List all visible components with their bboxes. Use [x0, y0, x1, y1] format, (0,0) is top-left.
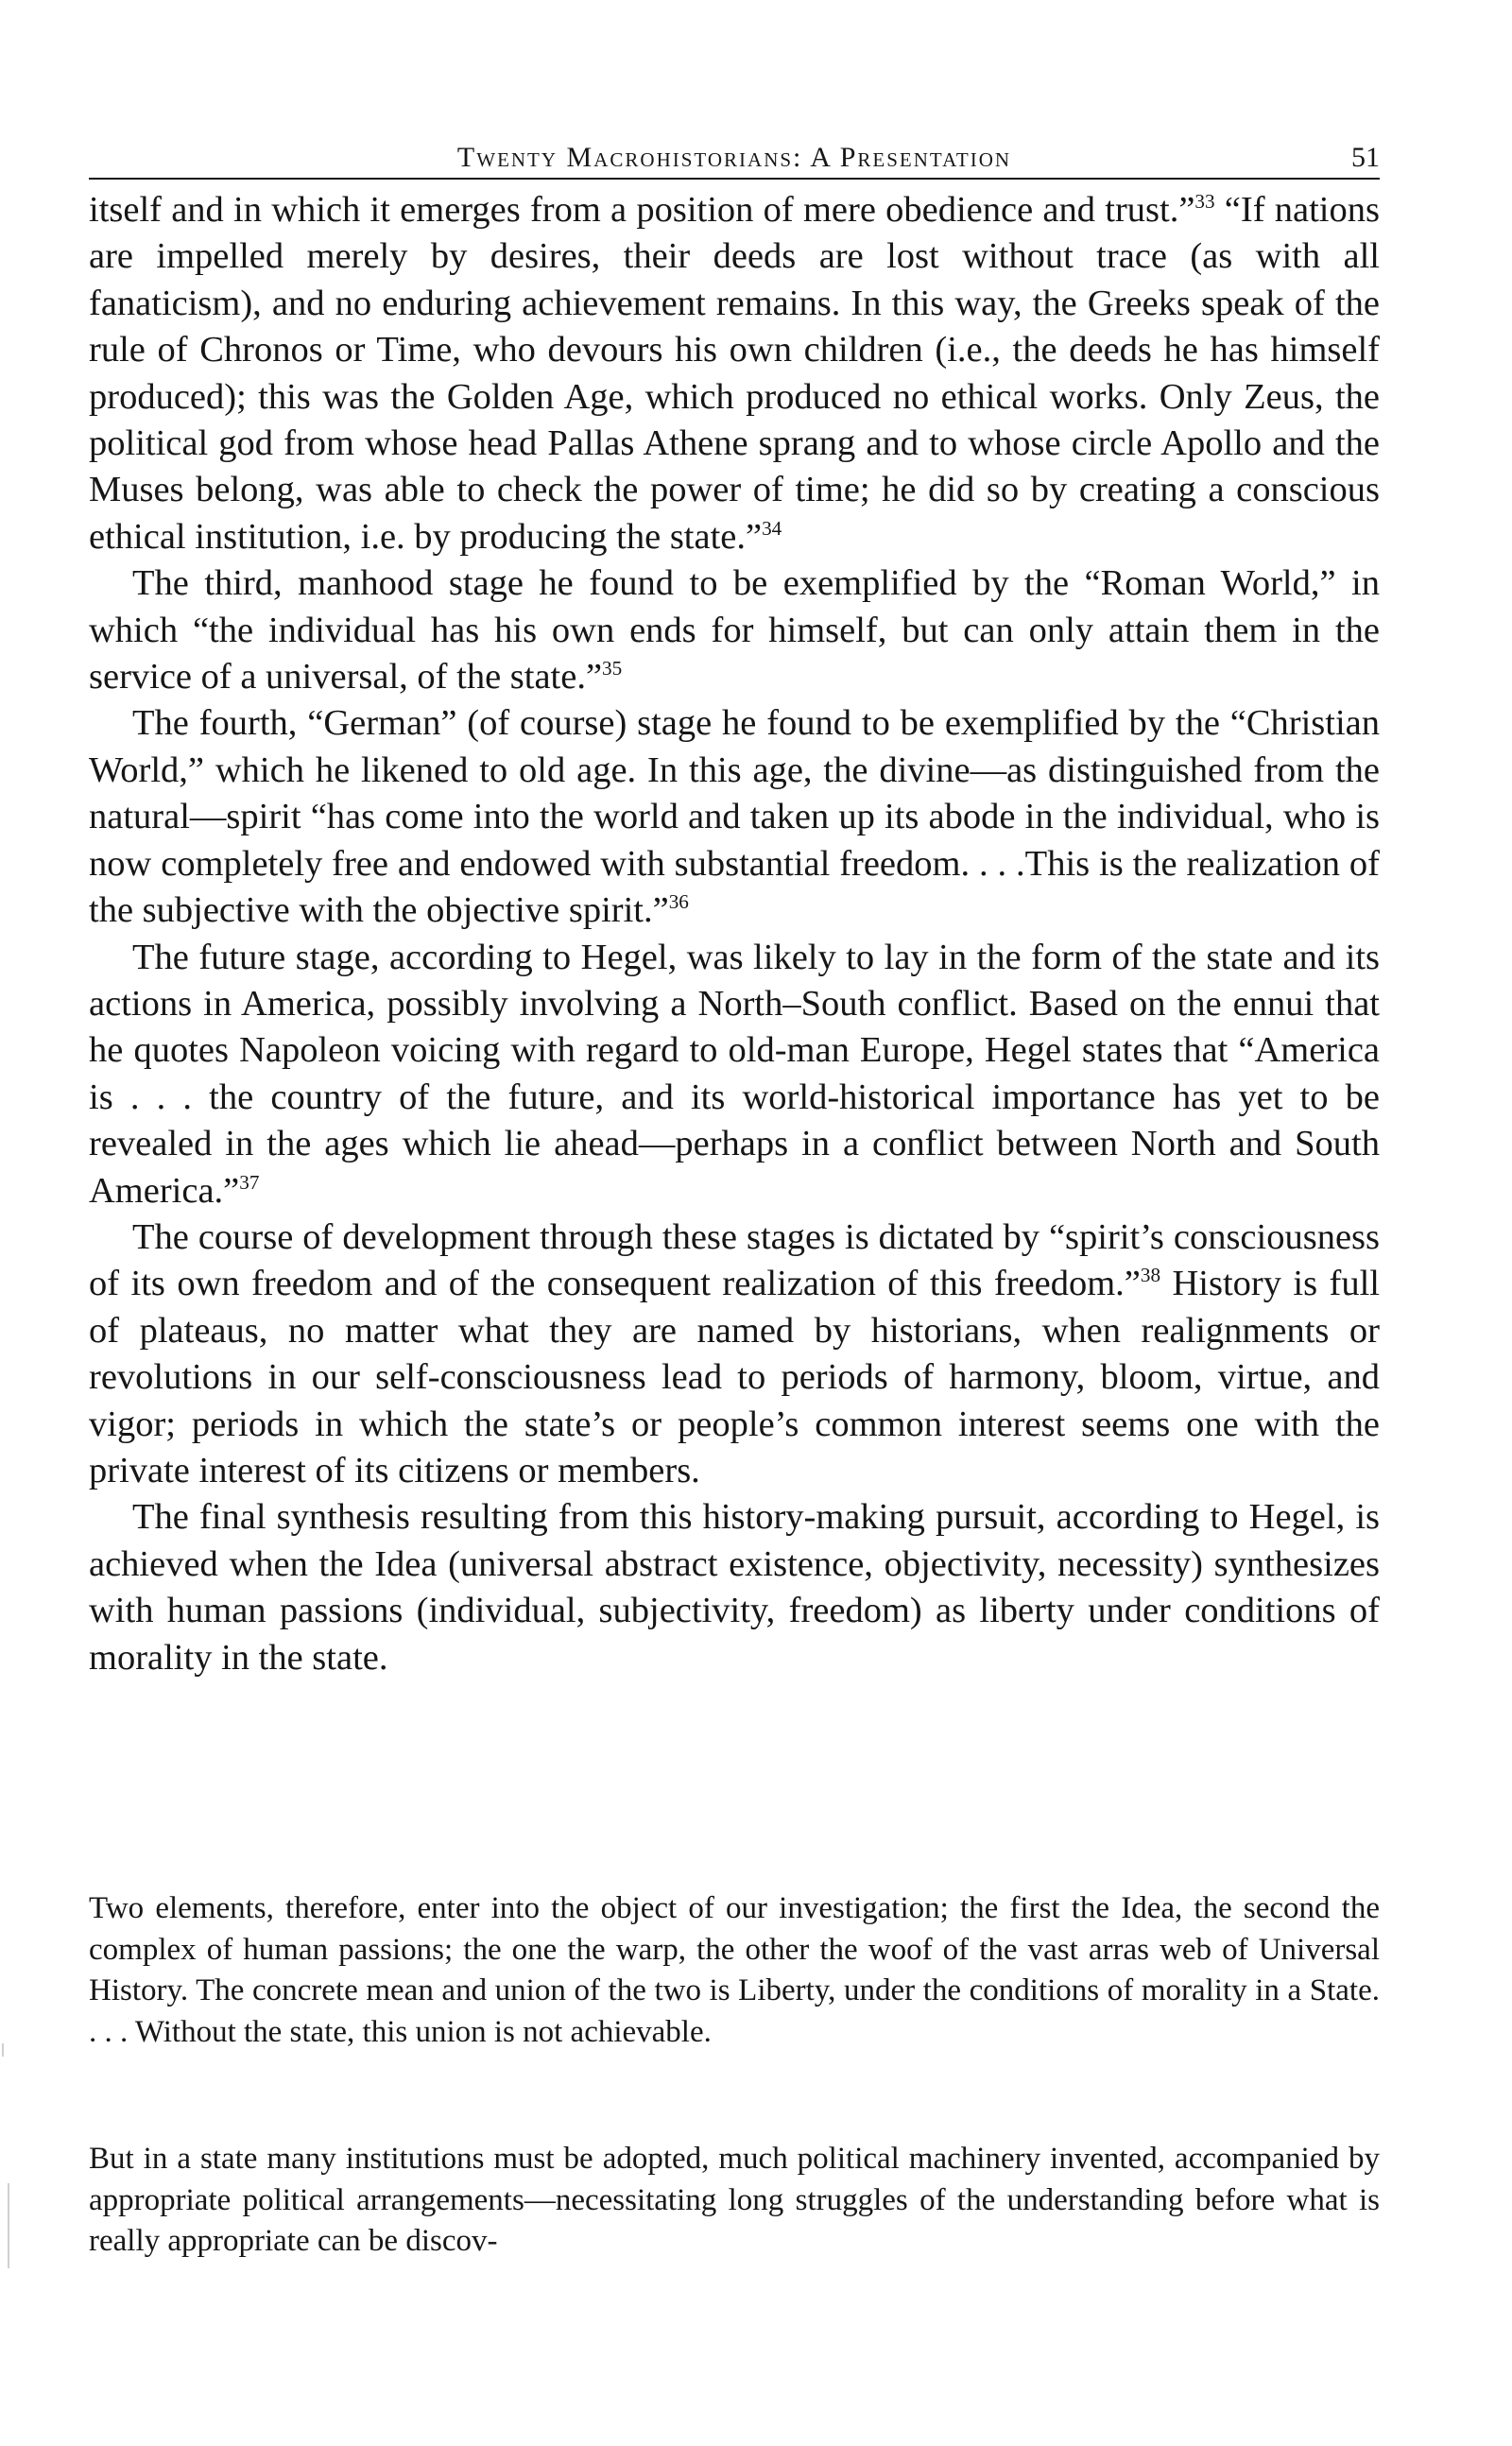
- paragraph: [89, 1494, 1380, 1681]
- footnote-marker: 37: [239, 1170, 260, 1194]
- text-span: The future stage, according to Hegel, was likely to lay in the form of the state and its actions in America, possibly involving a North–South conflict. Based on the ennui that he quotes Napoleon voicing with regard to old-man Europe, Hegel states that “America is . . . the country of the future, and its world-historical importance has yet to be revealed in the ages which lie ahead—perhaps in a conflict between North and South America.”: [89, 937, 1380, 1211]
- footnote-marker: 36: [668, 890, 689, 914]
- page-number: 51: [1351, 142, 1380, 173]
- text-span: The third, manhood stage he found to be exemplified by the “Roman World,” in which “the individual has his own ends for himself, but can only attain them in the service of a universal, of the state.”: [89, 563, 1380, 698]
- running-title: Twenty Macrohistorians: A Presentation: [456, 142, 1012, 173]
- footnote-marker: 33: [1194, 190, 1215, 214]
- text-span: itself and in which it emerges from a position of mere obedience and trust.”: [89, 190, 1195, 230]
- block-quote-text: Two elements, therefore, enter into the object of our investigation; the first the Idea, the second the complex of human passions; the one the warp, the other the woof of the vast arras web of Universal History. The concrete mean and union of the two is Liberty, under the conditions of morality in a State. . . . Without the state, this union is not achievable.: [89, 1891, 1380, 2049]
- block-quote: [89, 2139, 1380, 2263]
- paragraph: [89, 1214, 1380, 1494]
- paragraph: [89, 560, 1380, 700]
- text-span: The fourth, “German” (of course) stage he found to be exemplified by the “Christian World,” which he likened to old age. In this age, the divine—as distinguished from the natural—spirit “has come into the world and taken up its abode in the individual, who is now completely free and endowed with substantial freedom. . . .This is the realization of the subjective with the objective spirit.”: [89, 703, 1380, 931]
- margin-mark: [2, 2043, 4, 2057]
- paragraph: [89, 700, 1380, 934]
- footnote-marker: 35: [602, 657, 623, 680]
- footnote-marker: 38: [1140, 1264, 1161, 1287]
- block-quote-text: But in a state many institutions must be adopted, much political machinery invented, accompanied by appropriate political arrangements—necessitating long struggles of the understanding before what is really appropriate can be discov-: [89, 2142, 1380, 2258]
- body-text: [89, 187, 1380, 1681]
- paragraph: [89, 935, 1380, 1214]
- text-span: The final synthesis resulting from this history-making pursuit, according to Hegel, is achieved when the Idea (universal abstract existence, objectivity, necessity) synthesizes with human passions (individual, subjectivity, freedom) as liberty under conditions of morality in the state.: [89, 1497, 1380, 1678]
- text-span: “If nations are impelled merely by desires, their deeds are lost without trace (as with all fanaticism), and no enduring achievement remains. In this way, the Greeks speak of the rule of Chronos or Time, who devours his own children (i.e., the deeds he has himself produced); this was the Golden Age, which produced no ethical works. Only Zeus, the political god from whose head Pallas Athene sprang and to whose circle Apollo and the Muses belong, was able to check the power of time; he did so by creating a conscious ethical institution, i.e. by producing the state.”: [89, 190, 1380, 557]
- paragraph: [89, 187, 1380, 560]
- margin-mark: [8, 2183, 9, 2268]
- block-quote: [89, 1888, 1380, 2053]
- text-span: The course of development through these stages is dictated by “spirit’s consciousness of its own freedom and of the consequent realization of this freedom.”: [89, 1216, 1380, 1304]
- running-header: [89, 140, 1380, 180]
- text-span: History is full of plateaus, no matter what they are named by historians, when realignments or revolutions in our self-consciousness lead to periods of harmony, bloom, virtue, and vigor; periods in which the state’s or people’s common interest seems one with the private interest of its citizens or members.: [89, 1264, 1380, 1490]
- footnote-marker: 34: [762, 517, 782, 541]
